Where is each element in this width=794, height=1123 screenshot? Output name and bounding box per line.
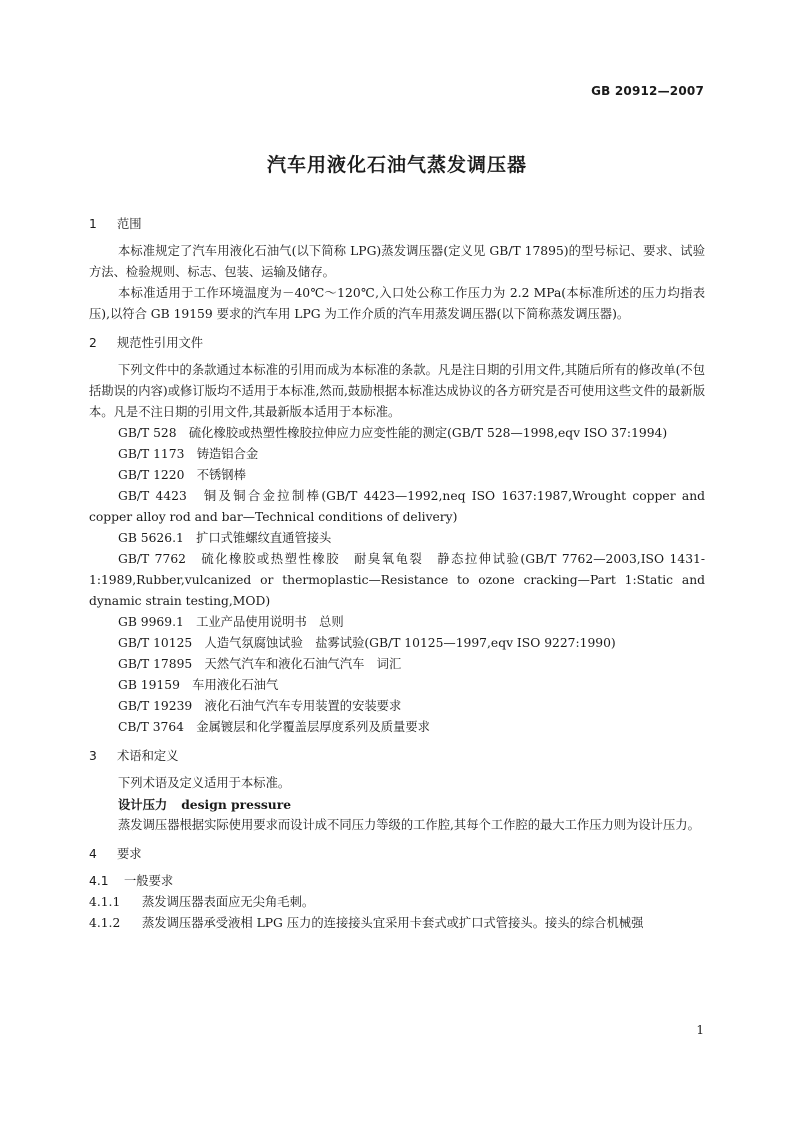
section-number: 4 <box>89 847 97 861</box>
clause <box>89 913 705 934</box>
section-4-heading <box>89 844 705 865</box>
reference-entry: GB/T 528 硫化橡胶或热塑性橡胶拉伸应力应变性能的测定(GB/T 528—1998,eqv ISO 37:1994) <box>118 426 668 440</box>
reference-entry: GB/T 4423 铜及铜合金拉制棒(GB/T 4423—1992,neq ISO 1637:1987,Wrought copper and copper alloy rod and bar—Technical conditions of delivery) <box>89 489 705 524</box>
section-title: 范围 <box>117 217 142 231</box>
reference-entry: GB 9969.1 工业产品使用说明书 总则 <box>118 615 344 629</box>
subsection-title: 一般要求 <box>124 874 174 888</box>
page-number: 1 <box>696 1023 704 1037</box>
reference-entry: GB/T 10125 人造气氛腐蚀试验 盐雾试验(GB/T 10125—1997,eqv ISO 9227:1990) <box>118 636 616 650</box>
document-title: 汽车用液化石油气蒸发调压器 <box>266 154 527 176</box>
reference-entry: GB 19159 车用液化石油气 <box>118 678 279 692</box>
subsection-4-1-heading <box>89 871 705 892</box>
document-body <box>89 214 705 934</box>
reference-entry: GB/T 19239 液化石油气汽车专用装置的安装要求 <box>118 699 402 713</box>
paragraph: 本标准适用于工作环境温度为－40℃～120℃,入口处公称工作压力为 2.2 MPa(本标准所述的压力均指表压),以符合 GB 19159 要求的汽车用 LPG 为工作介质的汽车用蒸发调压器(以下简称蒸发调压器)。 <box>89 286 705 321</box>
section-title: 术语和定义 <box>117 749 179 763</box>
term-chinese: 设计压力 <box>118 797 168 812</box>
paragraph: 本标准规定了汽车用液化石油气(以下简称 LPG)蒸发调压器(定义见 GB/T 17895)的型号标记、要求、试验方法、检验规则、标志、包装、运输及储存。 <box>89 244 705 279</box>
section-number: 3 <box>89 749 97 763</box>
reference-entry: CB/T 3764 金属镀层和化学覆盖层厚度系列及质量要求 <box>118 720 430 734</box>
paragraph: 下列术语及定义适用于本标准。 <box>118 776 291 790</box>
section-2-heading <box>89 333 705 354</box>
section-3-heading <box>89 746 705 767</box>
section-title: 要求 <box>117 847 142 861</box>
reference-entry: GB/T 1220 不锈钢棒 <box>118 468 246 482</box>
reference-entry: GB/T 1173 铸造铝合金 <box>118 447 259 461</box>
section-title: 规范性引用文件 <box>117 336 204 350</box>
clause-text: 蒸发调压器承受液相 LPG 压力的连接接头宜采用卡套式或扩口式管接头。接头的综合机械强 <box>142 916 644 930</box>
term-entry <box>89 794 705 815</box>
term-definition: 蒸发调压器根据实际使用要求而设计成不同压力等级的工作腔,其每个工作腔的最大工作压力则为设计压力。 <box>118 818 700 832</box>
standard-code: GB 20912—2007 <box>591 84 704 98</box>
clause-number: 4.1.2 <box>89 916 121 930</box>
clause-text: 蒸发调压器表面应无尖角毛刺。 <box>142 895 315 909</box>
section-number: 2 <box>89 336 97 350</box>
section-number: 1 <box>89 217 97 231</box>
clause-number: 4.1.1 <box>89 895 121 909</box>
clause <box>89 892 705 913</box>
section-1-heading <box>89 214 705 235</box>
term-english: design pressure <box>181 797 292 812</box>
paragraph: 下列文件中的条款通过本标准的引用而成为本标准的条款。凡是注日期的引用文件,其随后所有的修改单(不包括勘误的内容)或修订版均不适用于本标准,然而,鼓励根据本标准达成协议的各方研究是否可使用这些文件的最新版本。凡是不注日期的引用文件,其最新版本适用于本标准。 <box>89 363 705 419</box>
reference-entry: GB 5626.1 扩口式锥螺纹直通管接头 <box>118 531 332 545</box>
reference-entry: GB/T 7762 硫化橡胶或热塑性橡胶 耐臭氧龟裂 静态拉伸试验(GB/T 7762—2003,ISO 1431-1:1989,Rubber,vulcanized or thermoplastic—Resistance to ozone cracking—Part 1:Static and dynamic strain testing,MOD) <box>89 552 705 608</box>
reference-entry: GB/T 17895 天然气汽车和液化石油气汽车 词汇 <box>118 657 402 671</box>
subsection-number: 4.1 <box>89 874 109 888</box>
